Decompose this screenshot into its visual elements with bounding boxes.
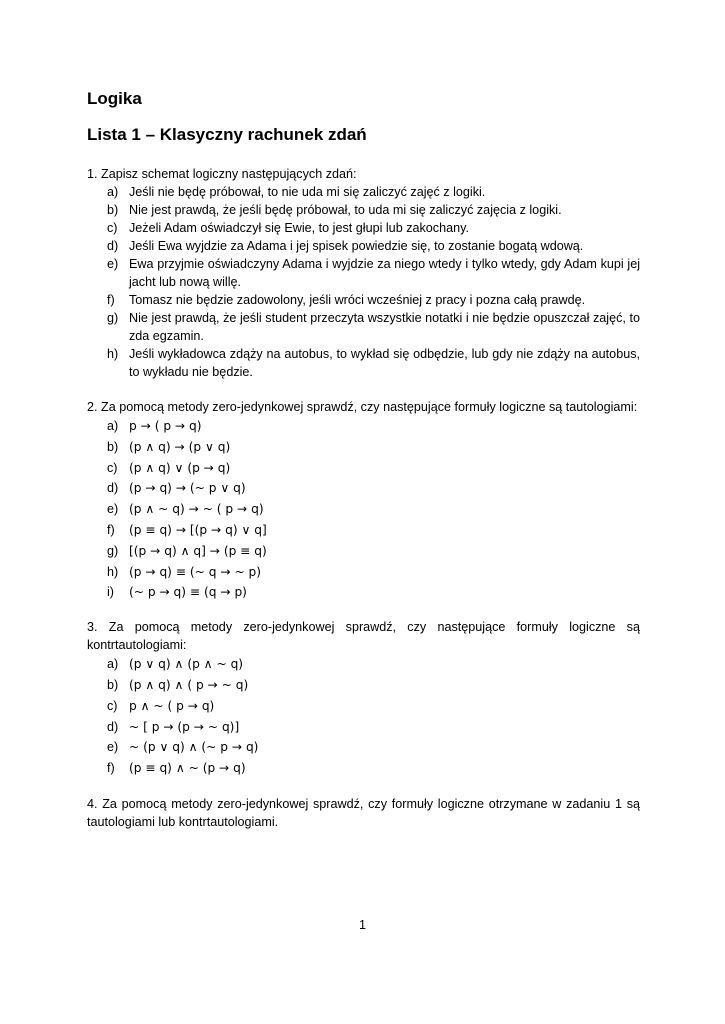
list-item: [87, 345, 640, 381]
item-label: e): [107, 257, 119, 271]
item-label: c): [107, 698, 118, 713]
formula-text: p ∧ ~ ( p → q): [129, 698, 215, 713]
item-label: a): [107, 419, 119, 433]
formula-item: [87, 478, 640, 499]
item-label: d): [107, 481, 119, 496]
formula-text: ~ (p ∨ q) ∧ (~ p → q): [129, 740, 259, 755]
formula-item: [87, 499, 640, 520]
task-4-intro: 4. Za pomocą metody zero-jedynkowej sprawdź, czy formuły logiczne otrzymane w zadaniu 1 są tautologiami lub kontrtautologiami.: [87, 796, 640, 829]
task-1-list: [87, 183, 640, 381]
formula-item: [87, 562, 640, 583]
item-text: Nie jest prawdą, że jeśli student przeczyta wszystkie notatki i nie będzie opuszczał zajęć, to zda egzamin.: [129, 311, 640, 343]
formula-text: (p ≡ q) ∧ ~ (p → q): [129, 761, 246, 776]
item-label: g): [107, 311, 119, 325]
formula-item: [87, 437, 640, 458]
formula-text: (p → q) → (~ p ∨ q): [129, 481, 246, 496]
item-label: i): [107, 585, 114, 600]
item-label: e): [107, 502, 119, 517]
formula-text: (p ∧ q) ∧ ( p → ~ q): [129, 677, 249, 692]
formula-text: (p ∧ q) → (p ∨ q): [129, 439, 231, 454]
formula-item: [87, 582, 640, 603]
item-label: e): [107, 740, 119, 755]
formula-text: ~ [ p → (p → ~ q)]: [129, 719, 240, 734]
task-1-intro: 1. Zapisz schemat logiczny następujących zdań:: [87, 167, 357, 181]
formula-item: [87, 654, 640, 675]
page-number: 1: [358, 918, 366, 932]
item-label: f): [107, 522, 115, 537]
formula-item: [87, 541, 640, 562]
list-item: [87, 309, 640, 345]
document-page: [87, 86, 640, 831]
document-subtitle: Lista 1 – Klasyczny rachunek zdań: [87, 125, 367, 144]
formula-item: [87, 696, 640, 717]
task-2-intro: 2. Za pomocą metody zero-jedynkowej sprawdź, czy następujące formuły logiczne są tautologiami:: [87, 400, 638, 414]
item-text: Jeśli nie będę próbował, to nie uda mi się zaliczyć zajęć z logiki.: [129, 185, 486, 199]
item-label: f): [107, 761, 115, 776]
document-title: Logika: [87, 89, 142, 108]
formula-item: [87, 675, 640, 696]
item-text: Jeżeli Adam oświadczył się Ewie, to jest głupi lub zakochany.: [129, 221, 469, 235]
item-label: d): [107, 239, 119, 253]
item-label: c): [107, 460, 118, 475]
task-2-list: [87, 416, 640, 603]
formula-text: (p ≡ q) → [(p → q) ∨ q]: [129, 522, 267, 537]
formula-text: (p ∧ ~ q) → ~ ( p → q): [129, 502, 264, 517]
formula-item: [87, 717, 640, 738]
formula-item: [87, 758, 640, 779]
formula-text: (p ∧ q) ∨ (p → q): [129, 460, 231, 475]
list-item: [87, 237, 640, 255]
formula-item: [87, 520, 640, 541]
formula-item: [87, 458, 640, 479]
task-3-intro: 3. Za pomocą metody zero-jedynkowej sprawdź, czy następujące formuły logiczne są kontrtautologiami:: [87, 620, 640, 653]
formula-item: [87, 737, 640, 758]
list-item: [87, 255, 640, 291]
item-text: Jeśli Ewa wyjdzie za Adama i jej spisek powiedzie się, to zostanie bogatą wdową.: [129, 239, 584, 253]
formula-text: (p ∨ q) ∧ (p ∧ ~ q): [129, 657, 244, 672]
item-text: Jeśli wykładowca zdąży na autobus, to wykład się odbędzie, lub gdy nie zdąży na autobus, to wykładu nie będzie.: [129, 347, 640, 379]
task-1: [87, 165, 640, 381]
formula-text: (~ p → q) ≡ (q → p): [129, 585, 247, 600]
task-3: [87, 618, 640, 779]
list-item: [87, 183, 640, 201]
item-label: g): [107, 543, 119, 558]
item-label: b): [107, 677, 119, 692]
formula-item: [87, 416, 640, 437]
task-3-list: [87, 654, 640, 779]
item-text: Tomasz nie będzie zadowolony, jeśli wróci wcześniej z pracy i pozna całą prawdę.: [129, 293, 586, 307]
item-text: Nie jest prawdą, że jeśli będę próbował, to uda mi się zaliczyć zajęcia z logiki.: [129, 203, 562, 217]
formula-text: [(p → q) ∧ q] → (p ≡ q): [129, 543, 267, 558]
item-label: h): [107, 347, 119, 361]
item-label: f): [107, 293, 115, 307]
item-label: b): [107, 203, 119, 217]
list-item: [87, 219, 640, 237]
list-item: [87, 291, 640, 309]
item-label: a): [107, 657, 119, 672]
item-label: d): [107, 719, 119, 734]
item-text: Ewa przyjmie oświadczyny Adama i wyjdzie za niego wtedy i tylko wtedy, gdy Adam kupi jej jacht lub nową willę.: [129, 257, 640, 289]
formula-text: (p → q) ≡ (~ q → ~ p): [129, 564, 262, 579]
task-2: [87, 398, 640, 603]
formula-text: p → ( p → q): [129, 419, 202, 433]
task-4: [87, 795, 640, 831]
item-label: h): [107, 564, 119, 579]
list-item: [87, 201, 640, 219]
item-label: a): [107, 185, 119, 199]
item-label: b): [107, 439, 119, 454]
item-label: c): [107, 221, 118, 235]
